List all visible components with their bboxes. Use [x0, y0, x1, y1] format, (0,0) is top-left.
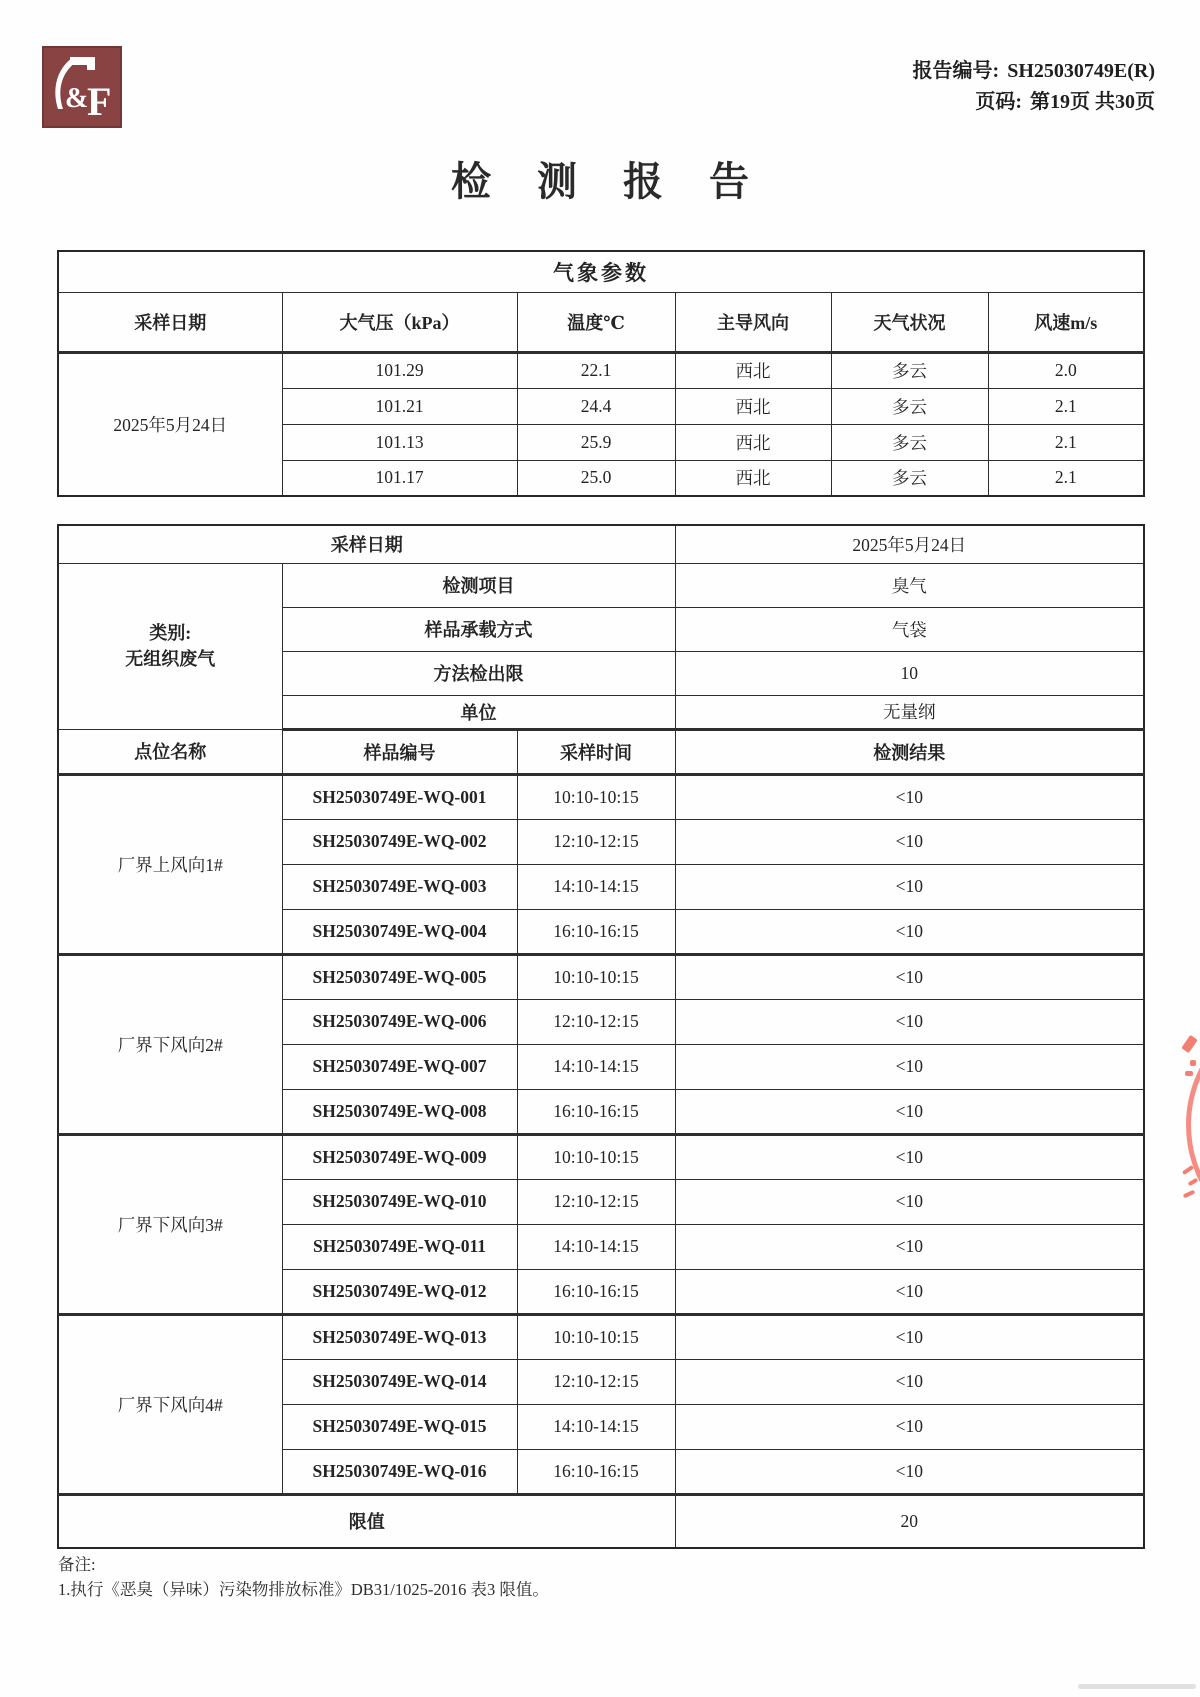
result-table — [57, 524, 1145, 1549]
sample-time-cell: 16:10-16:15 — [517, 1449, 675, 1494]
condition-cell: 多云 — [831, 424, 988, 460]
weather-header-date: 采样日期 — [58, 292, 282, 352]
weather-header-wind-speed: 风速m/s — [988, 292, 1144, 352]
sample-time-cell: 10:10-10:15 — [517, 954, 675, 999]
sample-result-cell: <10 — [675, 1314, 1144, 1359]
sample-time-cell: 16:10-16:15 — [517, 909, 675, 954]
logo-ampersand: & — [65, 83, 89, 114]
sample-result-cell: <10 — [675, 1449, 1144, 1494]
weather-header-condition: 天气状况 — [831, 292, 988, 352]
sample-id-cell: SH25030749E-WQ-016 — [282, 1449, 517, 1494]
result-header-result: 检测结果 — [675, 729, 1144, 774]
weather-header-temperature: 温度℃ — [517, 292, 675, 352]
sample-time-cell: 14:10-14:15 — [517, 1224, 675, 1269]
red-seal-mark — [1190, 1060, 1196, 1066]
sample-time-cell: 10:10-10:15 — [517, 774, 675, 819]
weather-table — [57, 250, 1145, 497]
info-value: 气袋 — [675, 607, 1144, 651]
report-number-value: SH25030749E(R) — [1007, 60, 1155, 82]
wind-direction-cell: 西北 — [675, 460, 831, 496]
pressure-cell: 101.17 — [282, 460, 517, 496]
red-seal-mark — [1181, 1035, 1198, 1053]
point-name-cell: 厂界下风向3# — [58, 1134, 282, 1314]
result-header-sample-id: 样品编号 — [282, 729, 517, 774]
sample-id-cell: SH25030749E-WQ-004 — [282, 909, 517, 954]
sample-id-cell: SH25030749E-WQ-009 — [282, 1134, 517, 1179]
weather-header-wind-direction: 主导风向 — [675, 292, 831, 352]
sampling-date-value: 2025年5月24日 — [675, 525, 1144, 563]
limit-label: 限值 — [58, 1494, 675, 1548]
sample-id-cell: SH25030749E-WQ-015 — [282, 1404, 517, 1449]
red-seal-mark — [1188, 1178, 1199, 1186]
footnotes — [58, 1552, 549, 1602]
sample-id-cell: SH25030749E-WQ-013 — [282, 1314, 517, 1359]
footnote-line: 1.执行《恶臭（异味）污染物排放标准》DB31/1025-2016 表3 限值。 — [58, 1580, 549, 1599]
red-seal-mark — [1183, 1190, 1196, 1199]
weather-table-title: 气象参数 — [58, 251, 1144, 292]
sample-result-cell: <10 — [675, 864, 1144, 909]
sample-result-cell: <10 — [675, 909, 1144, 954]
info-label: 方法检出限 — [282, 651, 675, 695]
company-logo — [42, 46, 122, 128]
report-number-line — [913, 56, 1155, 87]
sample-time-cell: 14:10-14:15 — [517, 864, 675, 909]
logo-letter-f: F — [87, 79, 112, 124]
pf-logo-icon — [42, 46, 122, 128]
sample-id-cell: SH25030749E-WQ-003 — [282, 864, 517, 909]
temperature-cell: 24.4 — [517, 388, 675, 424]
wind-speed-cell: 2.1 — [988, 460, 1144, 496]
temperature-cell: 25.0 — [517, 460, 675, 496]
sample-result-cell: <10 — [675, 1089, 1144, 1134]
footnote-title: 备注: — [58, 1555, 96, 1574]
wind-speed-cell: 2.1 — [988, 388, 1144, 424]
wind-direction-cell: 西北 — [675, 424, 831, 460]
info-label: 样品承载方式 — [282, 607, 675, 651]
sample-id-cell: SH25030749E-WQ-008 — [282, 1089, 517, 1134]
category-label: 类别: — [149, 623, 192, 643]
wind-direction-cell: 西北 — [675, 388, 831, 424]
sample-id-cell: SH25030749E-WQ-011 — [282, 1224, 517, 1269]
sample-result-cell: <10 — [675, 819, 1144, 864]
condition-cell: 多云 — [831, 352, 988, 388]
report-number-label: 报告编号: — [912, 60, 1000, 82]
temperature-cell: 22.1 — [517, 352, 675, 388]
sample-time-cell: 14:10-14:15 — [517, 1404, 675, 1449]
info-value: 无量纲 — [675, 695, 1144, 729]
scan-smudge — [1078, 1684, 1196, 1689]
condition-cell: 多云 — [831, 460, 988, 496]
sample-id-cell: SH25030749E-WQ-002 — [282, 819, 517, 864]
red-seal-mark — [1185, 1071, 1193, 1076]
sample-id-cell: SH25030749E-WQ-007 — [282, 1044, 517, 1089]
result-header-time: 采样时间 — [517, 729, 675, 774]
sample-id-cell: SH25030749E-WQ-012 — [282, 1269, 517, 1314]
sample-time-cell: 10:10-10:15 — [517, 1134, 675, 1179]
sample-result-cell: <10 — [675, 999, 1144, 1044]
condition-cell: 多云 — [831, 388, 988, 424]
red-seal-mark — [1182, 1165, 1194, 1175]
info-label: 单位 — [282, 695, 675, 729]
page-number-label: 页码: — [975, 91, 1022, 113]
sample-result-cell: <10 — [675, 1359, 1144, 1404]
sample-time-cell: 12:10-12:15 — [517, 1359, 675, 1404]
point-name-cell: 厂界上风向1# — [58, 774, 282, 954]
wind-direction-cell: 西北 — [675, 352, 831, 388]
point-name-cell: 厂界下风向4# — [58, 1314, 282, 1494]
info-label: 检测项目 — [282, 563, 675, 607]
report-meta — [913, 56, 1155, 118]
pressure-cell: 101.13 — [282, 424, 517, 460]
page-number-value: 第19页 共30页 — [1030, 91, 1155, 113]
weather-header-pressure: 大气压（kPa） — [282, 292, 517, 352]
sample-result-cell: <10 — [675, 1134, 1144, 1179]
wind-speed-cell: 2.0 — [988, 352, 1144, 388]
page-number-line — [913, 87, 1155, 118]
sample-time-cell: 12:10-12:15 — [517, 999, 675, 1044]
info-value: 10 — [675, 651, 1144, 695]
category-value: 无组织废气 — [125, 649, 216, 669]
pressure-cell: 101.21 — [282, 388, 517, 424]
temperature-cell: 25.9 — [517, 424, 675, 460]
page-title: 检 测 报 告 — [451, 159, 767, 204]
sample-id-cell: SH25030749E-WQ-001 — [282, 774, 517, 819]
sample-result-cell: <10 — [675, 774, 1144, 819]
wind-speed-cell: 2.1 — [988, 424, 1144, 460]
limit-value: 20 — [675, 1494, 1144, 1548]
sample-id-cell: SH25030749E-WQ-010 — [282, 1179, 517, 1224]
sample-id-cell: SH25030749E-WQ-006 — [282, 999, 517, 1044]
point-name-cell: 厂界下风向2# — [58, 954, 282, 1134]
sample-time-cell: 12:10-12:15 — [517, 819, 675, 864]
sample-result-cell: <10 — [675, 1224, 1144, 1269]
sample-id-cell: SH25030749E-WQ-005 — [282, 954, 517, 999]
weather-date-cell: 2025年5月24日 — [58, 352, 282, 496]
sample-result-cell: <10 — [675, 1044, 1144, 1089]
sample-time-cell: 16:10-16:15 — [517, 1089, 675, 1134]
pressure-cell: 101.29 — [282, 352, 517, 388]
sample-result-cell: <10 — [675, 1179, 1144, 1224]
sample-result-cell: <10 — [675, 954, 1144, 999]
sample-time-cell: 12:10-12:15 — [517, 1179, 675, 1224]
sample-time-cell: 10:10-10:15 — [517, 1314, 675, 1359]
result-header-point: 点位名称 — [58, 729, 282, 774]
sample-time-cell: 16:10-16:15 — [517, 1269, 675, 1314]
sample-result-cell: <10 — [675, 1269, 1144, 1314]
info-value: 臭气 — [675, 563, 1144, 607]
sample-result-cell: <10 — [675, 1404, 1144, 1449]
sampling-date-label: 采样日期 — [58, 525, 675, 563]
sample-time-cell: 14:10-14:15 — [517, 1044, 675, 1089]
category-cell — [58, 563, 282, 729]
sample-id-cell: SH25030749E-WQ-014 — [282, 1359, 517, 1404]
